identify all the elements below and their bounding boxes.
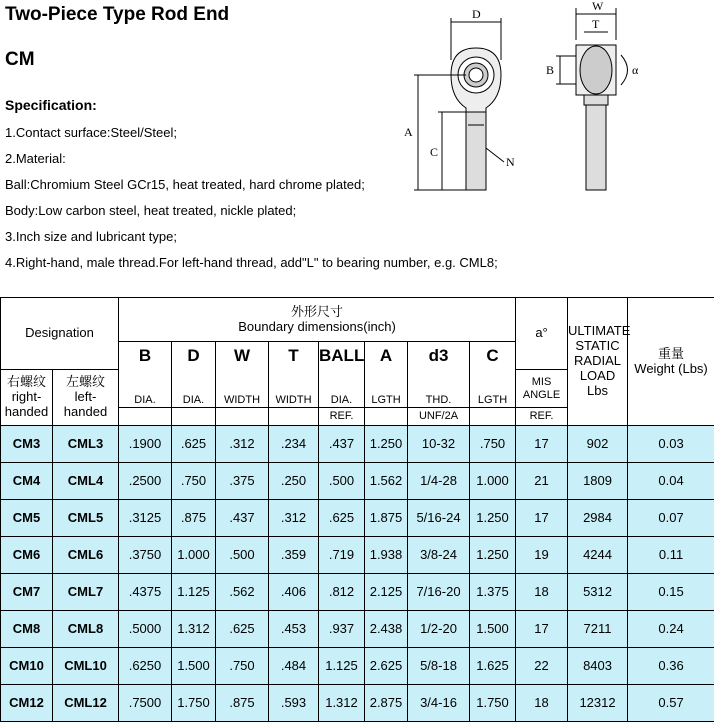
- table-cell: CML12: [53, 685, 119, 722]
- column-ref: [216, 408, 269, 426]
- table-cell: CM6: [1, 537, 53, 574]
- table-cell: .437: [216, 500, 269, 537]
- table-cell: CML6: [53, 537, 119, 574]
- table-cell: 1.250: [470, 537, 516, 574]
- ultimate-load-header: ULTIMATE STATIC RADIAL LOAD Lbs: [568, 298, 628, 426]
- table-cell: .4375: [119, 574, 172, 611]
- dimensions-header: [119, 298, 516, 342]
- table-cell: 1809: [568, 463, 628, 500]
- column-description: WIDTH: [269, 370, 319, 408]
- dim-label: D: [472, 7, 481, 21]
- table-cell: 8403: [568, 648, 628, 685]
- table-cell: 1.750: [172, 685, 216, 722]
- right-handed-header: [1, 370, 53, 426]
- table-cell: .453: [269, 611, 319, 648]
- table-cell: 0.36: [628, 648, 714, 685]
- table-cell: .484: [269, 648, 319, 685]
- table-cell: 1.125: [172, 574, 216, 611]
- table-cell: .625: [319, 500, 365, 537]
- table-cell: 2984: [568, 500, 628, 537]
- table-cell: CML5: [53, 500, 119, 537]
- dimensions-header-cn: 外形尺寸: [291, 303, 344, 319]
- mis-angle-header: MIS ANGLE: [516, 370, 568, 408]
- table-cell: 0.57: [628, 685, 714, 722]
- column-description: THD.: [408, 370, 470, 408]
- table-cell: 0.24: [628, 611, 714, 648]
- table-row: [1, 537, 714, 574]
- table-cell: .750: [470, 426, 516, 463]
- table-cell: 1.000: [470, 463, 516, 500]
- table-cell: 17: [516, 500, 568, 537]
- table-cell: 2.625: [365, 648, 408, 685]
- table-cell: .719: [319, 537, 365, 574]
- table-cell: .375: [216, 463, 269, 500]
- weight-header-cn: 重量: [658, 345, 685, 361]
- table-cell: 4244: [568, 537, 628, 574]
- table-row: [1, 426, 714, 463]
- table-cell: .750: [172, 463, 216, 500]
- table-cell: CML4: [53, 463, 119, 500]
- table-cell: 1.875: [365, 500, 408, 537]
- table-cell: 1.625: [470, 648, 516, 685]
- spec-line: Ball:Chromium Steel GCr15, heat treated, hard chrome plated;: [5, 177, 365, 192]
- left-handed-cn: 左螺纹: [65, 374, 105, 390]
- spec-line: 3.Inch size and lubricant type;: [5, 229, 177, 244]
- column-description: WIDTH: [216, 370, 269, 408]
- column-ref: [470, 408, 516, 426]
- dim-label: A: [404, 125, 413, 139]
- column-symbol: C: [470, 342, 516, 370]
- table-cell: 18: [516, 685, 568, 722]
- table-row: [1, 500, 714, 537]
- table-cell: CML3: [53, 426, 119, 463]
- spec-heading: Specification:: [5, 97, 97, 113]
- table-cell: 1.500: [172, 648, 216, 685]
- table-cell: 5/8-18: [408, 648, 470, 685]
- dim-label: W: [592, 0, 604, 13]
- table-cell: 21: [516, 463, 568, 500]
- table-cell: 2.875: [365, 685, 408, 722]
- table-cell: 1.500: [470, 611, 516, 648]
- column-ref: UNF/2A: [408, 408, 470, 426]
- table-cell: 2.125: [365, 574, 408, 611]
- column-description: LGTH: [470, 370, 516, 408]
- table-row: [1, 685, 714, 722]
- table-cell: .2500: [119, 463, 172, 500]
- table-row: [1, 611, 714, 648]
- dimensions-header-en: Boundary dimensions(inch): [238, 318, 396, 334]
- mis-angle-ref: REF.: [516, 408, 568, 426]
- column-symbol: A: [365, 342, 408, 370]
- series-code: CM: [5, 49, 35, 70]
- table-cell: .625: [216, 611, 269, 648]
- table-cell: 1.000: [172, 537, 216, 574]
- table-cell: .500: [319, 463, 365, 500]
- column-symbol: D: [172, 342, 216, 370]
- table-cell: 3/4-16: [408, 685, 470, 722]
- spec-line: 2.Material:: [5, 151, 66, 166]
- table-cell: CM4: [1, 463, 53, 500]
- table-cell: 0.15: [628, 574, 714, 611]
- table-cell: .3750: [119, 537, 172, 574]
- weight-header-en: Weight (Lbs): [634, 360, 708, 376]
- right-handed-en: right-handed: [4, 389, 49, 419]
- table-cell: 0.03: [628, 426, 714, 463]
- table-cell: 10-32: [408, 426, 470, 463]
- table-cell: 5312: [568, 574, 628, 611]
- column-description: DIA.: [172, 370, 216, 408]
- table-cell: 1/2-20: [408, 611, 470, 648]
- table-cell: 0.04: [628, 463, 714, 500]
- table-cell: 22: [516, 648, 568, 685]
- table-cell: CM8: [1, 611, 53, 648]
- table-cell: .750: [216, 648, 269, 685]
- table-cell: 19: [516, 537, 568, 574]
- dim-label: α: [632, 63, 639, 77]
- table-cell: 7211: [568, 611, 628, 648]
- table-cell: .812: [319, 574, 365, 611]
- page-title: Two-Piece Type Rod End: [5, 4, 230, 25]
- column-description: LGTH: [365, 370, 408, 408]
- dim-label: T: [592, 17, 600, 31]
- table-cell: 17: [516, 426, 568, 463]
- table-cell: .7500: [119, 685, 172, 722]
- table-cell: CML10: [53, 648, 119, 685]
- table-cell: 0.11: [628, 537, 714, 574]
- table-cell: CM5: [1, 500, 53, 537]
- table-cell: .234: [269, 426, 319, 463]
- table-cell: 1.938: [365, 537, 408, 574]
- spec-section: [0, 0, 714, 297]
- table-cell: .562: [216, 574, 269, 611]
- right-handed-cn: 右螺纹: [6, 374, 46, 390]
- table-cell: 902: [568, 426, 628, 463]
- table-cell: .250: [269, 463, 319, 500]
- table-cell: .5000: [119, 611, 172, 648]
- spec-line: 1.Contact surface:Steel/Steel;: [5, 125, 177, 140]
- table-cell: 1/4-28: [408, 463, 470, 500]
- dim-label: N: [506, 155, 515, 169]
- weight-header: [628, 298, 714, 426]
- spec-line: Body:Low carbon steel, heat treated, nickle plated;: [5, 203, 297, 218]
- column-symbol: BALL: [319, 342, 365, 370]
- table-cell: .406: [269, 574, 319, 611]
- table-cell: 17: [516, 611, 568, 648]
- table-cell: 1.250: [365, 426, 408, 463]
- column-symbol: W: [216, 342, 269, 370]
- table-cell: .937: [319, 611, 365, 648]
- table-cell: .312: [216, 426, 269, 463]
- table-row: [1, 463, 714, 500]
- table-cell: .875: [172, 500, 216, 537]
- dim-label: B: [546, 63, 555, 77]
- table-cell: 5/16-24: [408, 500, 470, 537]
- column-description: DIA.: [119, 370, 172, 408]
- column-ref: [365, 408, 408, 426]
- table-cell: .3125: [119, 500, 172, 537]
- table-cell: 2.438: [365, 611, 408, 648]
- table-cell: 1.125: [319, 648, 365, 685]
- spec-line: 4.Right-hand, male thread.For left-hand thread, add"L" to bearing number, e.g. CML8;: [5, 255, 498, 270]
- dim-label: C: [430, 145, 439, 159]
- dimension-table: [0, 297, 714, 722]
- table-cell: CM7: [1, 574, 53, 611]
- table-cell: 1.375: [470, 574, 516, 611]
- table-cell: 18: [516, 574, 568, 611]
- table-cell: .359: [269, 537, 319, 574]
- table-row: [1, 648, 714, 685]
- designation-header: Designation: [1, 298, 119, 370]
- table-cell: 1.250: [470, 500, 516, 537]
- table-cell: .1900: [119, 426, 172, 463]
- table-cell: 3/8-24: [408, 537, 470, 574]
- table-cell: CML8: [53, 611, 119, 648]
- table-cell: CM3: [1, 426, 53, 463]
- column-description: DIA.: [319, 370, 365, 408]
- table-cell: 7/16-20: [408, 574, 470, 611]
- table-cell: 1.750: [470, 685, 516, 722]
- table-cell: .875: [216, 685, 269, 722]
- table-cell: 1.312: [172, 611, 216, 648]
- column-ref: [119, 408, 172, 426]
- left-handed-en: left-handed: [63, 389, 108, 419]
- table-cell: CM12: [1, 685, 53, 722]
- table-cell: 1.562: [365, 463, 408, 500]
- angle-header: a°: [516, 298, 568, 370]
- table-cell: .593: [269, 685, 319, 722]
- table-cell: 0.07: [628, 500, 714, 537]
- table-cell: .500: [216, 537, 269, 574]
- rod-end-technical-drawing: [396, 0, 714, 200]
- column-symbol: T: [269, 342, 319, 370]
- table-cell: 1.312: [319, 685, 365, 722]
- table-cell: CML7: [53, 574, 119, 611]
- table-row: [1, 574, 714, 611]
- table-cell: .6250: [119, 648, 172, 685]
- column-ref: REF.: [319, 408, 365, 426]
- table-cell: .625: [172, 426, 216, 463]
- column-symbol: B: [119, 342, 172, 370]
- column-ref: [172, 408, 216, 426]
- table-cell: CM10: [1, 648, 53, 685]
- table-cell: 12312: [568, 685, 628, 722]
- column-symbol: d3: [408, 342, 470, 370]
- left-handed-header: [53, 370, 119, 426]
- table-cell: .312: [269, 500, 319, 537]
- column-ref: [269, 408, 319, 426]
- table-cell: .437: [319, 426, 365, 463]
